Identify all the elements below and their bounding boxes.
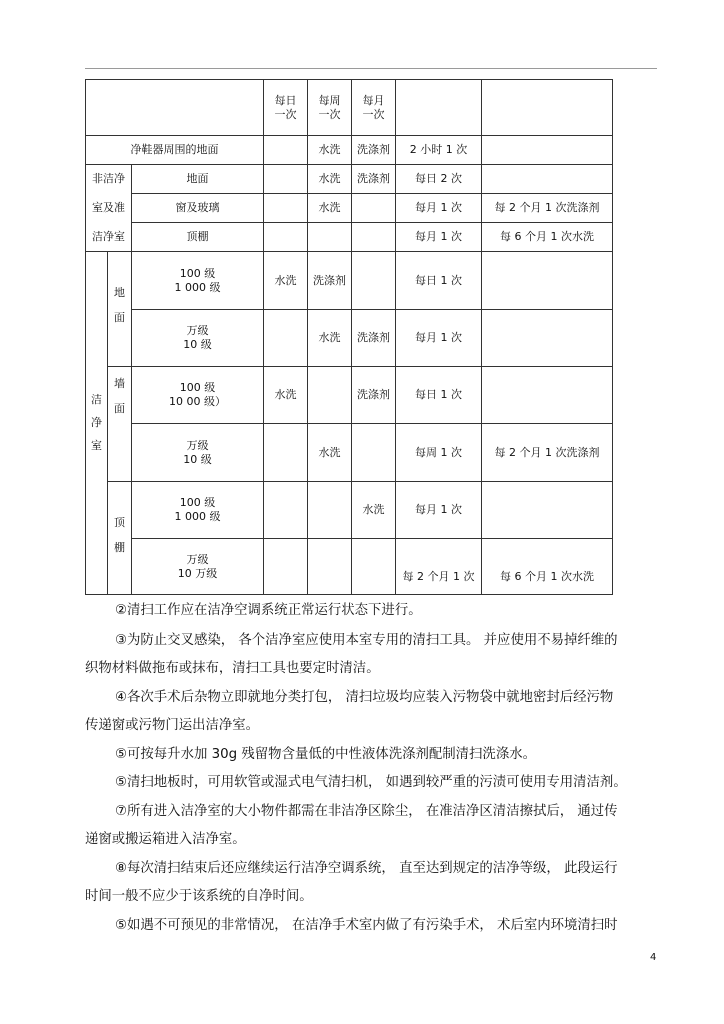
paragraph-3-line1: ③为防止交叉感染， 各个洁净室应使用本室专用的清扫工具。 并应使用不易掉纤维的 <box>115 633 618 648</box>
paragraph-8-line2: 时间一般不应少于该系统的自净时间。 <box>85 889 313 904</box>
table-row: 万级 10 级 水洗 每周 1 次 每 2 个月 1 次洗涤剂 <box>86 424 613 482</box>
table-row: 非洁净 室及准 洁净室 地面 水洗 洗涤剂 每日 2 次 <box>86 165 613 194</box>
cleaning-schedule-table <box>85 79 613 595</box>
group-ceiling: 顶 棚 <box>108 482 132 595</box>
paragraph-3-line2: 织物材料做拖布或抹布，清扫工具也要定时清洁。 <box>85 661 380 676</box>
header-blank <box>86 80 264 136</box>
group-wall: 墙 面 <box>108 367 132 482</box>
table-row: 净鞋器周围的地面 水洗 洗涤剂 2 小时 1 次 <box>86 136 613 165</box>
table-row: 顶 棚 100 级 1 000 级 水洗 每月 1 次 <box>86 482 613 539</box>
paragraph-8-line1: ⑧每次清扫结束后还应继续运行洁净空调系统， 直至达到规定的洁净等级， 此段运行 <box>115 861 618 876</box>
header-blank-freq <box>396 80 482 136</box>
table-row: 洁 净 室 地 面 100 级 1 000 级 水洗 洗涤剂 每日 1 次 <box>86 252 613 310</box>
table-row: 万级 10 级 水洗 洗涤剂 每月 1 次 <box>86 310 613 367</box>
header-monthly: 每月 一次 <box>352 80 396 136</box>
group-non-clean: 非洁净 室及准 洁净室 <box>86 165 132 252</box>
paragraph-7-line2: 递窗或搬运箱进入洁净室。 <box>85 832 246 847</box>
page-number: 4 <box>650 952 657 963</box>
table-row: 窗及玻璃 水洗 每月 1 次 每 2 个月 1 次洗涤剂 <box>86 194 613 223</box>
paragraph-7-line1: ⑦所有进入洁净室的大小物件都需在非洁净区除尘， 在准洁净区清洁擦拭后， 通过传 <box>115 804 618 819</box>
group-clean-room: 洁 净 室 <box>86 252 108 595</box>
table-row: 万级 10 万级 每 2 个月 1 次 每 6 个月 1 次水洗 <box>86 539 613 595</box>
header-daily: 每日 一次 <box>264 80 308 136</box>
paragraph-2: ②清扫工作应在洁净空调系统正常运行状态下进行。 <box>115 603 422 618</box>
table-row: 墙 面 100 级 10 00 级） 水洗 洗涤剂 每日 1 次 <box>86 367 613 424</box>
header-rule <box>85 68 657 69</box>
row-label: 净鞋器周围的地面 <box>86 136 264 165</box>
group-floor: 地 面 <box>108 252 132 367</box>
paragraph-4-line1: ④各次手术后杂物立即就地分类打包， 清扫垃圾均应装入污物袋中就地密封后经污物 <box>115 690 614 705</box>
paragraph-5: ⑤可按每升水加 30g 残留物含量低的中性液体洗涤剂配制清扫洗涤水。 <box>115 747 536 762</box>
header-blank-extra <box>482 80 613 136</box>
paragraph-6: ⑤清扫地板时，可用软管或湿式电气清扫机， 如遇到较严重的污渍可使用专用清洁剂。 <box>115 775 627 790</box>
paragraph-9: ⑤如遇不可预见的非常情况， 在洁净手术室内做了有污染手术， 术后室内环境清扫时 <box>115 918 618 933</box>
header-weekly: 每周 一次 <box>308 80 352 136</box>
paragraph-4-line2: 传递窗或污物门运出洁净室。 <box>85 718 260 733</box>
table-row: 顶棚 每月 1 次 每 6 个月 1 次水洗 <box>86 223 613 252</box>
table-header-row <box>86 80 613 136</box>
